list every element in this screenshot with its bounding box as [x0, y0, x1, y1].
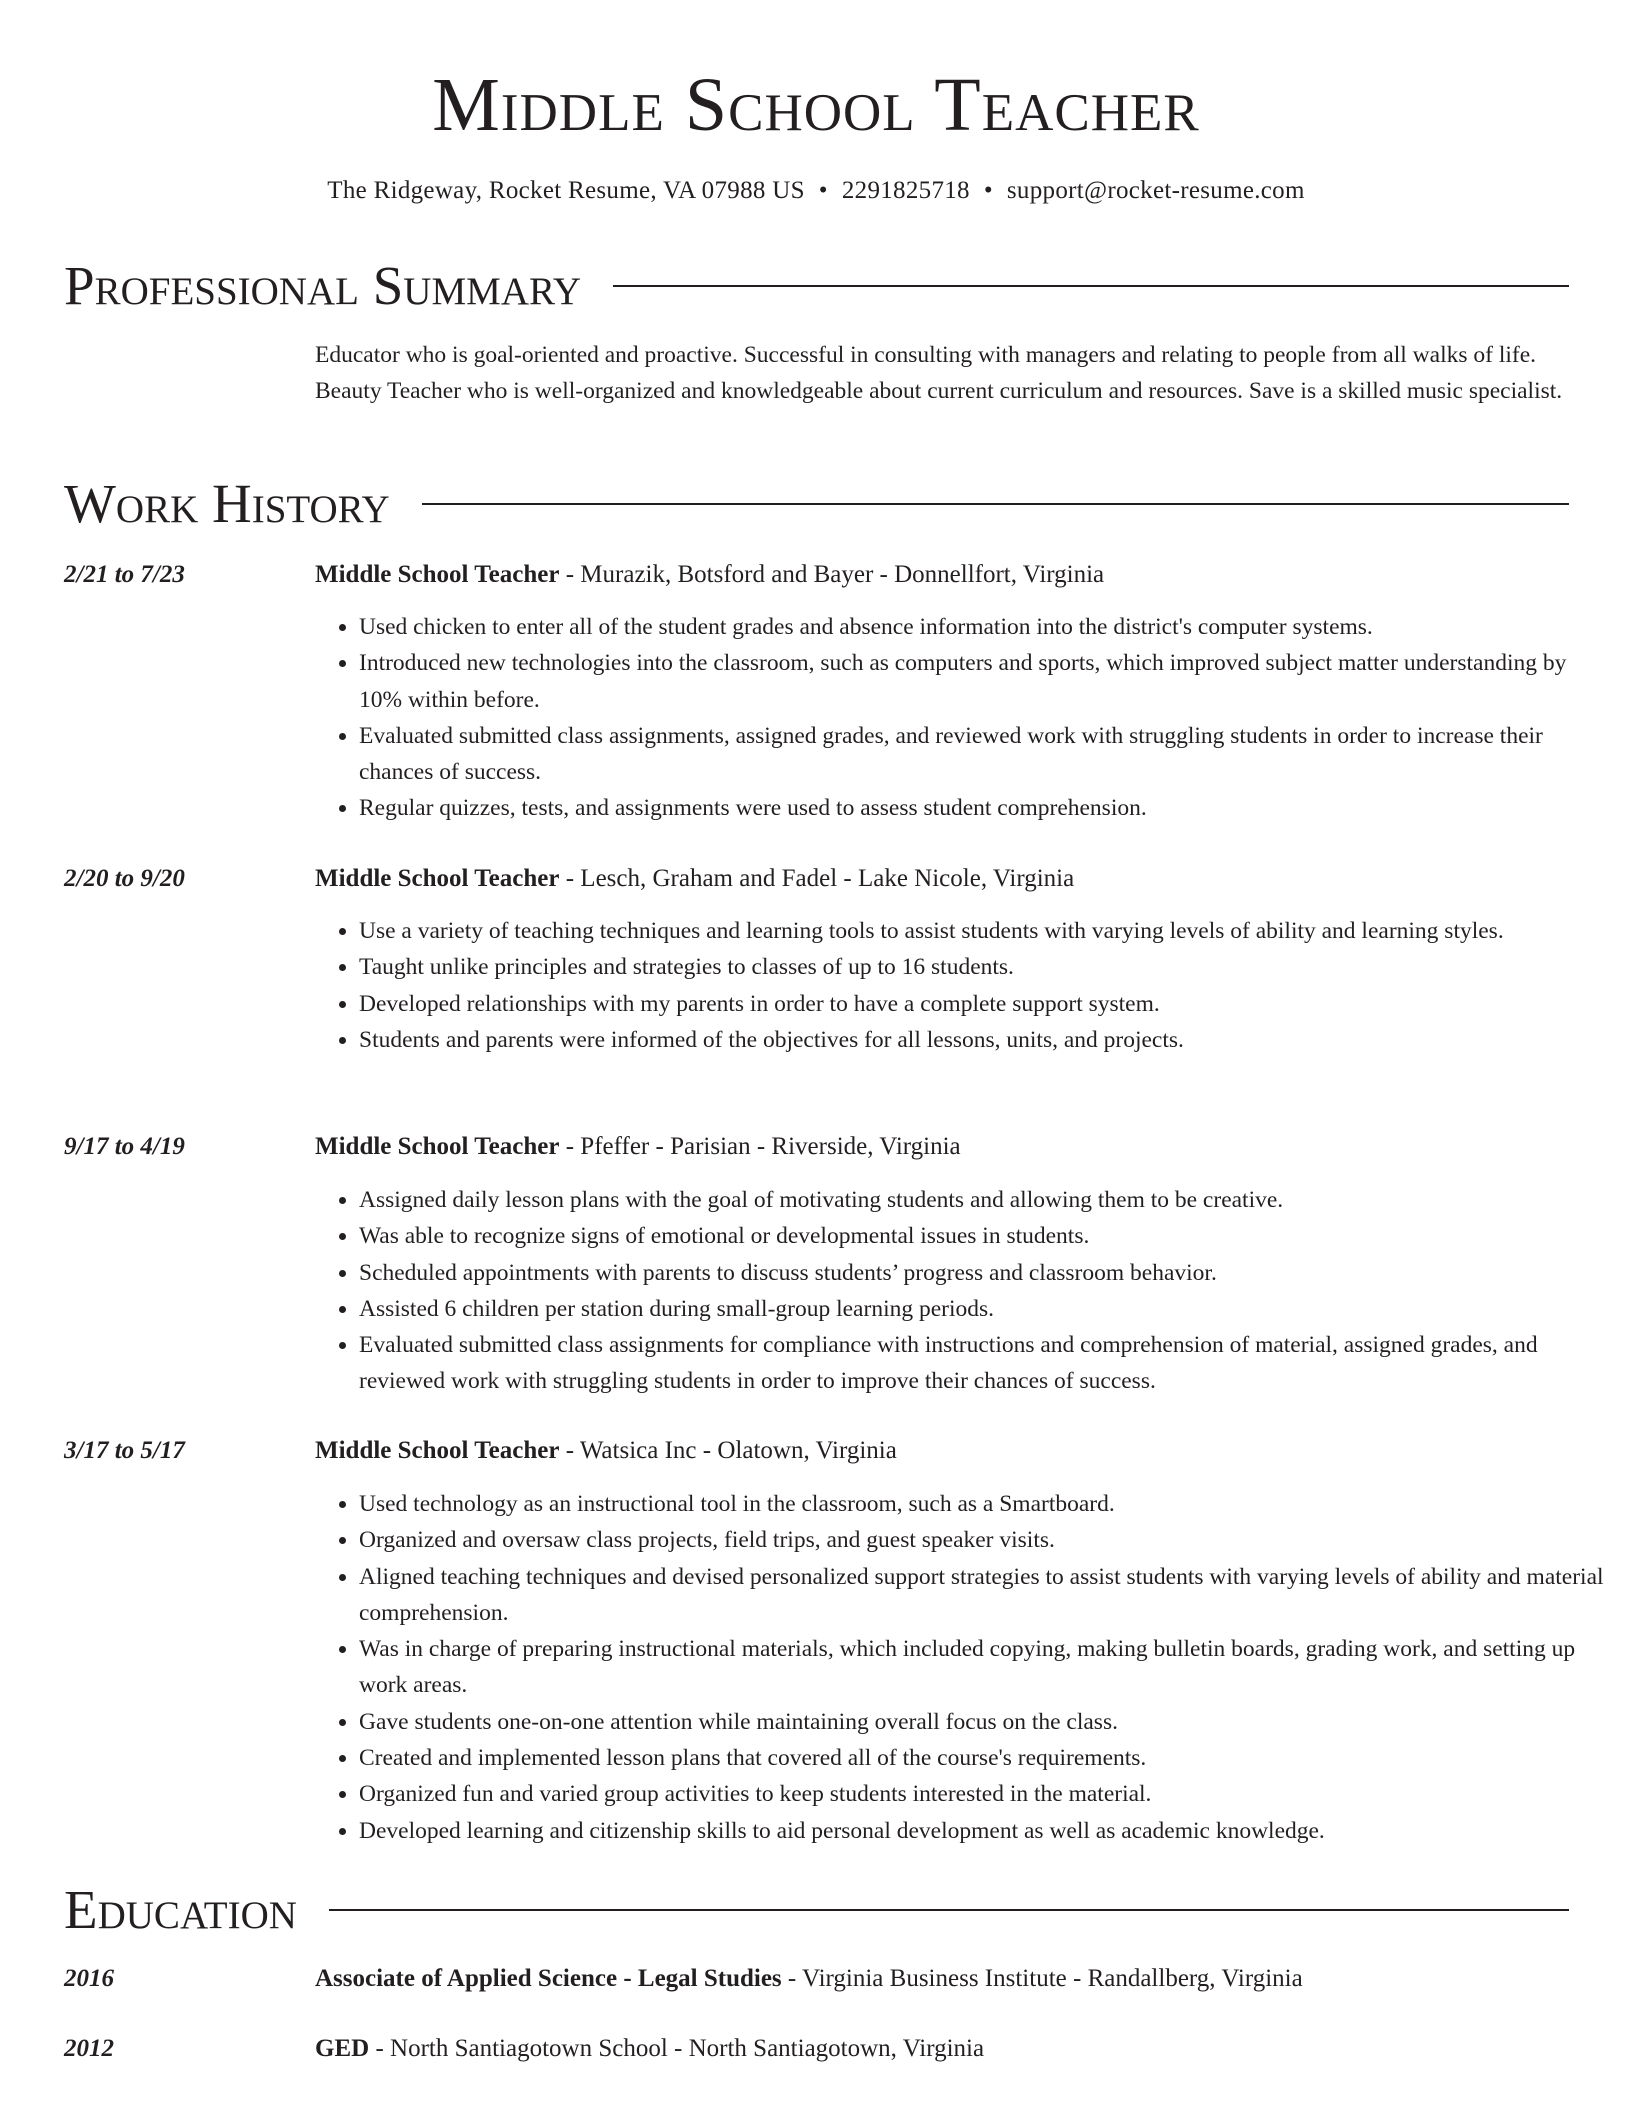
- job-role: Middle School Teacher: [315, 561, 560, 588]
- contact-address: The Ridgeway, Rocket Resume, VA 07988 US: [327, 177, 805, 204]
- education-degree: GED: [315, 2035, 370, 2062]
- section-divider: [613, 285, 1569, 287]
- job-title-line: [315, 1433, 897, 1469]
- job-title-line: [315, 861, 1074, 897]
- education-line: [315, 1961, 1303, 1997]
- job-title-line: [315, 557, 1104, 593]
- job-bullet: • Regular quizzes, tests, and assignments were used to assess student comprehension.: [359, 790, 1613, 826]
- job-bullet: • Assigned daily lesson plans with the goal of motivating students and allowing them to be creative.: [359, 1182, 1613, 1218]
- job-role: Middle School Teacher: [315, 865, 560, 892]
- job-bullet: • Used technology as an instructional tool in the classroom, such as a Smartboard.: [359, 1486, 1613, 1522]
- section-divider: [329, 1909, 1569, 1911]
- job-bullet: • Introduced new technologies into the classroom, such as computers and sports, which improved subject matter understanding by 10% within before.: [359, 645, 1613, 718]
- education-details: - Virginia Business Institute - Randallberg, Virginia: [781, 1965, 1303, 1992]
- job-bullet: • Organized fun and varied group activities to keep students interested in the material.: [359, 1776, 1613, 1812]
- contact-line: [0, 173, 1632, 209]
- job-bullet: • Created and implemented lesson plans that covered all of the course's requirements.: [359, 1740, 1613, 1776]
- job-details: - Watsica Inc - Olatown, Virginia: [559, 1437, 897, 1464]
- summary-section-header: [64, 254, 1569, 318]
- work-section-header: [64, 472, 1569, 536]
- education-line: [315, 2031, 984, 2067]
- summary-text: Educator who is goal-oriented and proactive. Successful in consulting with managers and relating to people from all walks of life. Beauty Teacher who is well-organized and knowledgeable about current curriculum and resources. Save is a skilled music specialist.: [315, 342, 1563, 404]
- education-entry: [64, 1961, 1569, 1997]
- job-bullet: • Was able to recognize signs of emotional or developmental issues in students.: [359, 1218, 1613, 1254]
- education-degree: Associate of Applied Science - Legal Studies: [315, 1965, 782, 1992]
- job-bullet: • Students and parents were informed of the objectives for all lessons, units, and projects.: [359, 1022, 1613, 1058]
- job-role: Middle School Teacher: [315, 1437, 560, 1464]
- job-bullet: • Gave students one-on-one attention while maintaining overall focus on the class.: [359, 1704, 1613, 1740]
- work-section-title: Work History: [64, 473, 390, 534]
- job-bullet: • Evaluated submitted class assignments for compliance with instructions and comprehension of material, assigned grades, and reviewed work with struggling students in order to improve their chances of success.: [359, 1327, 1613, 1400]
- job-bullet: • Evaluated submitted class assignments, assigned grades, and reviewed work with struggling students in order to increase their chances of success.: [359, 718, 1613, 791]
- contact-email: support@rocket-resume.com: [1006, 177, 1305, 204]
- job-bullet: • Used chicken to enter all of the student grades and absence information into the district's computer systems.: [359, 609, 1613, 645]
- job-details: - Murazik, Botsford and Bayer - Donnellfort, Virginia: [559, 561, 1105, 588]
- job-details: - Pfeffer - Parisian - Riverside, Virginia: [559, 1133, 961, 1160]
- job-bullet: • Scheduled appointments with parents to discuss students’ progress and classroom behavior.: [359, 1255, 1613, 1291]
- job-bullet: • Aligned teaching techniques and devised personalized support strategies to assist students with varying levels of ability and material comprehension.: [359, 1559, 1613, 1632]
- job-bullets: [315, 1486, 1613, 1849]
- job-bullet: • Use a variety of teaching techniques and learning tools to assist students with varying levels of ability and learning styles.: [359, 913, 1613, 949]
- education-year: 2016: [64, 1965, 114, 1992]
- education-details: - North Santiagotown School - North Santiagotown, Virginia: [369, 2035, 985, 2062]
- job-bullets: [315, 913, 1613, 1058]
- job-details: - Lesch, Graham and Fadel - Lake Nicole, Virginia: [559, 865, 1075, 892]
- job-role: Middle School Teacher: [315, 1133, 560, 1160]
- job-bullet: • Assisted 6 children per station during small-group learning periods.: [359, 1291, 1613, 1327]
- job-bullet: • Was in charge of preparing instructional materials, which included copying, making bulletin boards, grading work, and setting up work areas.: [359, 1631, 1613, 1704]
- section-divider: [422, 503, 1569, 505]
- job-bullet: • Developed learning and citizenship skills to aid personal development as well as academic knowledge.: [359, 1813, 1613, 1849]
- job-title-line: [315, 1129, 961, 1165]
- education-section-header: [64, 1878, 1569, 1942]
- job-bullets: [315, 1182, 1613, 1400]
- contact-phone: 2291825718: [841, 177, 970, 204]
- summary-section-title: Professional Summary: [64, 255, 582, 316]
- education-section-title: Education: [64, 1879, 297, 1940]
- job-bullets: [315, 609, 1613, 827]
- job-dates: 9/17 to 4/19: [64, 1133, 185, 1160]
- job-dates: 3/17 to 5/17: [64, 1437, 185, 1464]
- job-bullet: • Organized and oversaw class projects, field trips, and guest speaker visits.: [359, 1522, 1613, 1558]
- job-bullet: • Developed relationships with my parents in order to have a complete support system.: [359, 986, 1613, 1022]
- job-dates: 2/21 to 7/23: [64, 561, 185, 588]
- job-bullet: • Taught unlike principles and strategies to classes of up to 16 students.: [359, 949, 1613, 985]
- education-entry: [64, 2031, 1569, 2067]
- education-year: 2012: [64, 2035, 114, 2062]
- job-dates: 2/20 to 9/20: [64, 865, 185, 892]
- contact-separator: •: [818, 177, 828, 204]
- resume-name: Middle School Teacher: [432, 63, 1200, 147]
- contact-separator: •: [983, 177, 993, 204]
